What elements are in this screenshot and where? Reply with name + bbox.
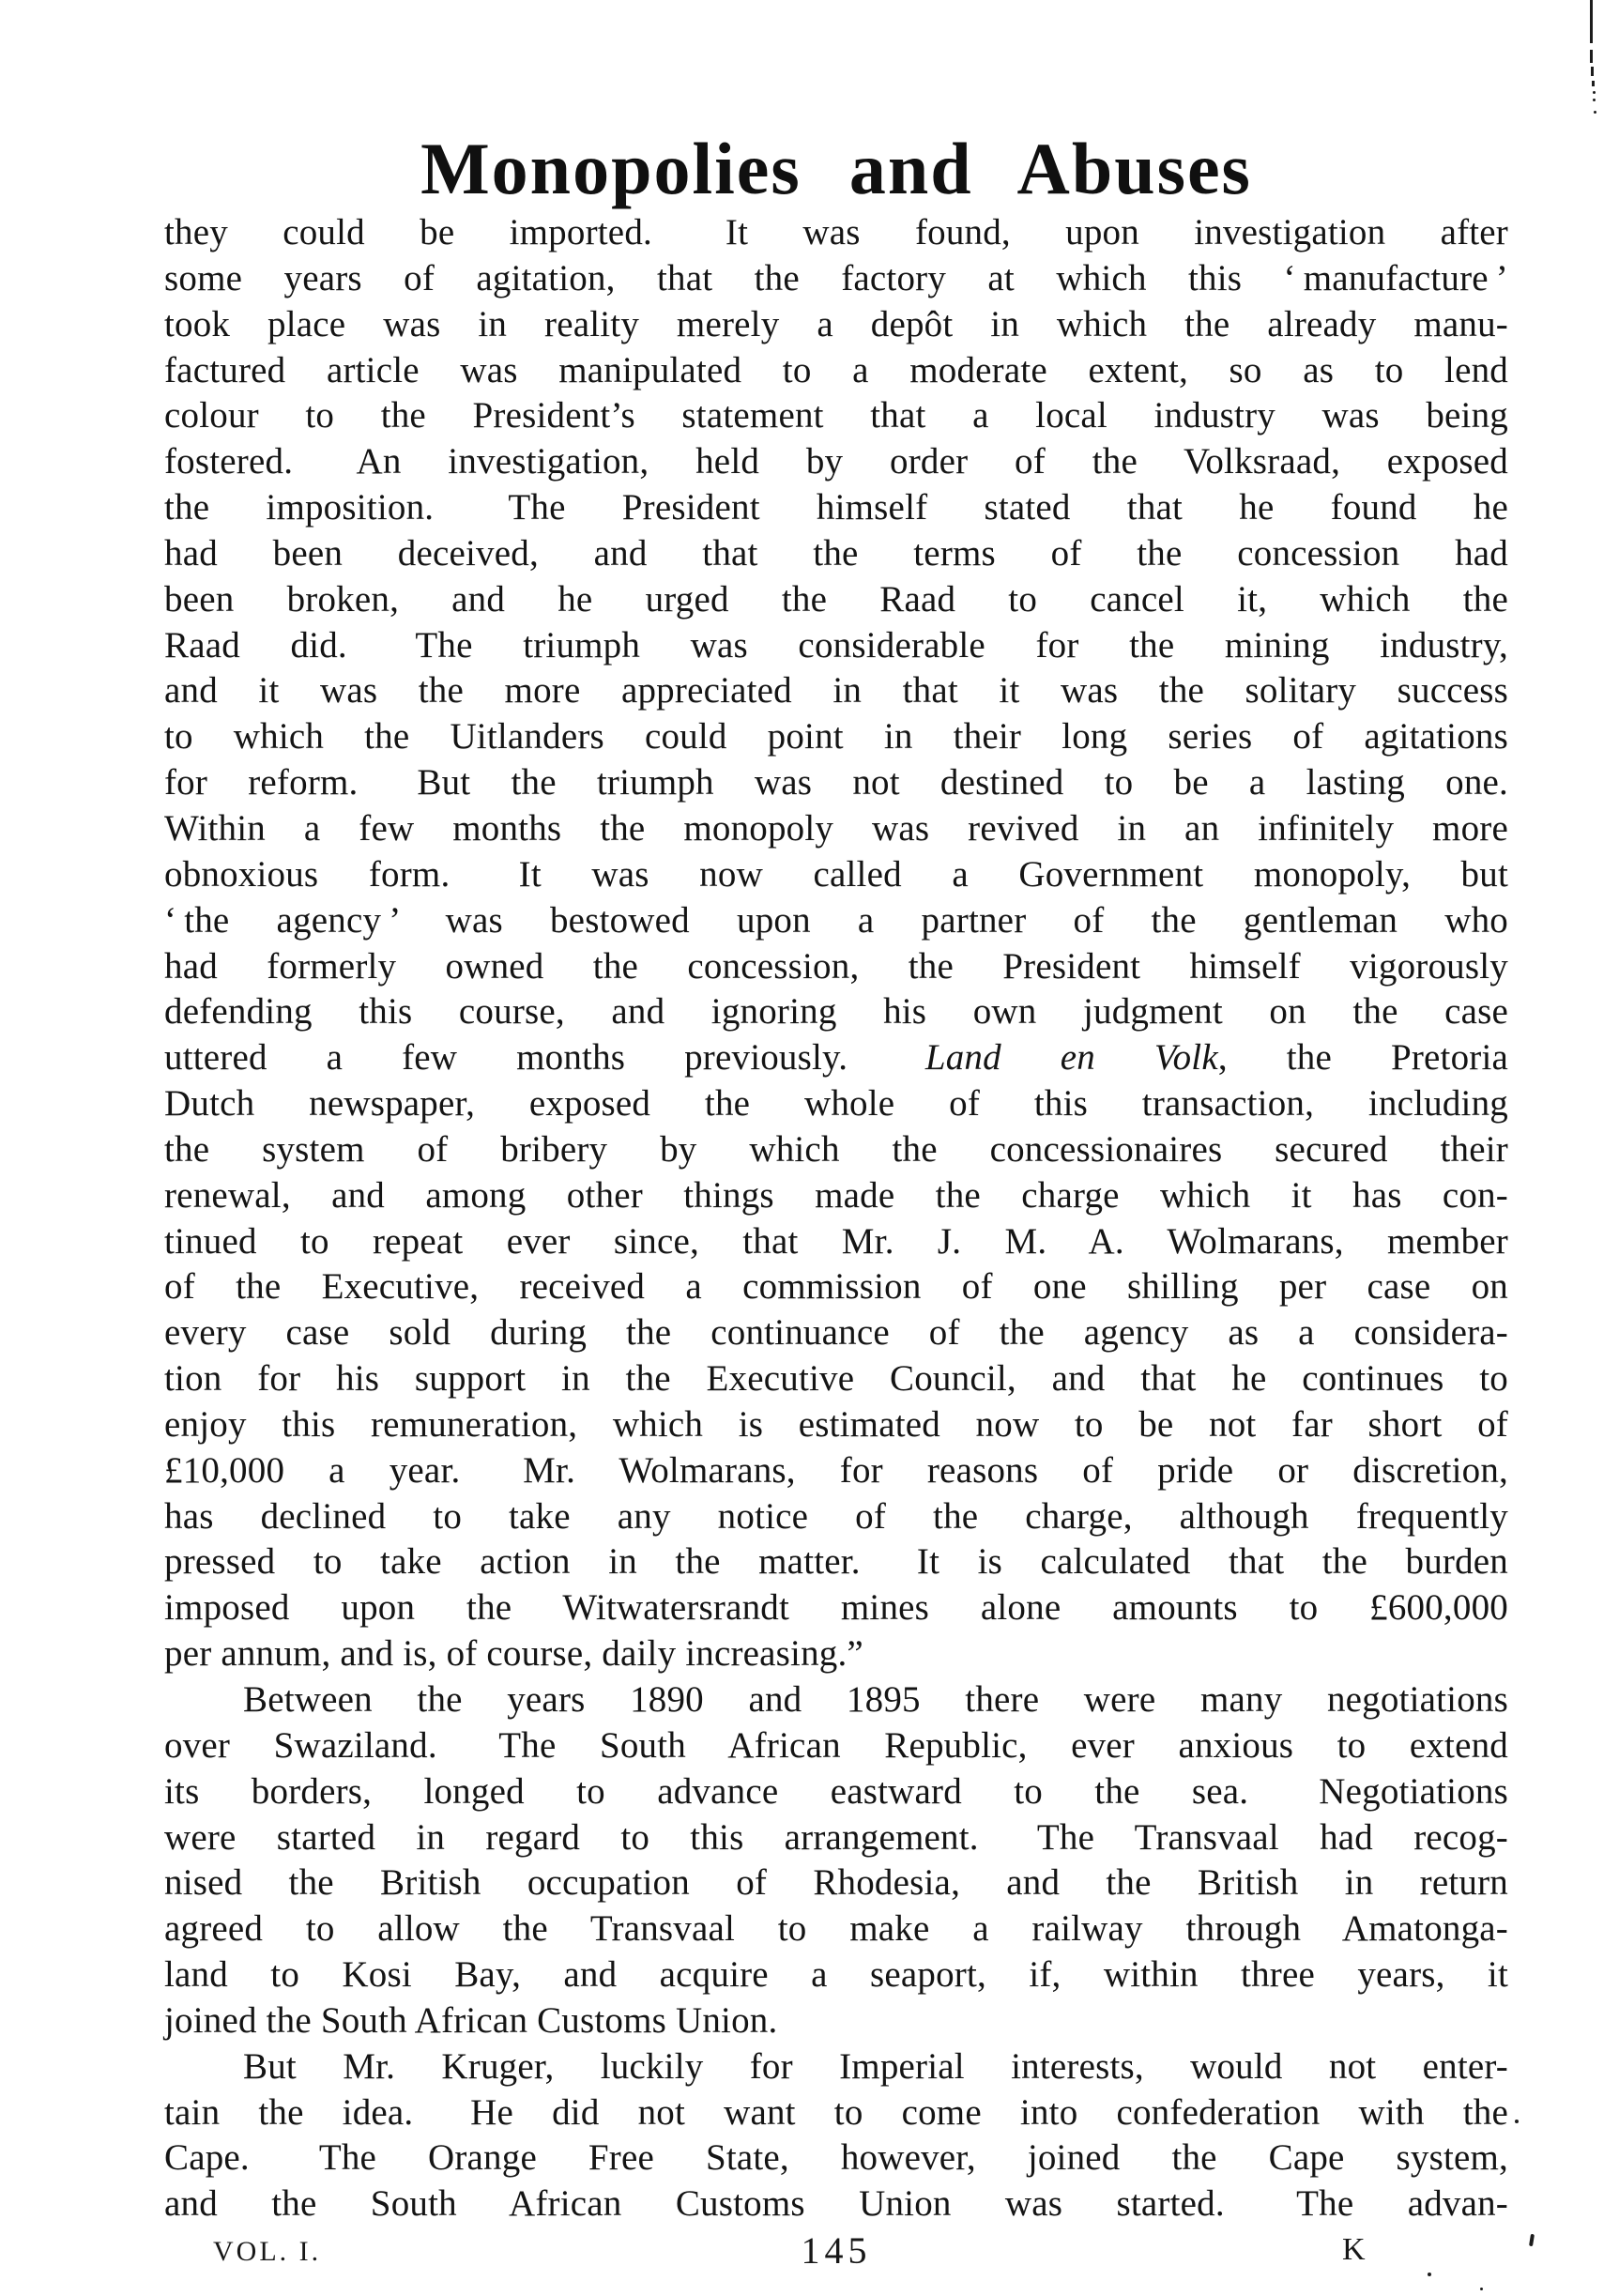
text-line: colour to the President’s statement that a local industry was being — [164, 395, 1508, 436]
text-line: renewal, and among other things made the charge which it has con- — [164, 1174, 1508, 1216]
text-line: of the Executive, received a commission of one shilling per case on — [164, 1266, 1508, 1308]
text-line: tion for his support in the Executive Council, and that he continues to — [164, 1358, 1508, 1400]
scan-artifact — [1590, 0, 1593, 43]
text-line: tain the idea. He did not want to come into confederation with the — [164, 2091, 1508, 2133]
text-line: Raad did. The triumph was considerable for the mining industry, — [164, 624, 1508, 666]
text-line: fostered. An investigation, held by order of the Volksraad, exposed — [164, 441, 1508, 482]
text-line: Within a few months the monopoly was revived in an infinitely more — [164, 807, 1508, 849]
text-line: had been deceived, and that the terms of the concession had — [164, 532, 1508, 574]
text-line: tinued to repeat ever since, that Mr. J. M. A. Wolmarans, member — [164, 1220, 1508, 1262]
text-line: obnoxious form. It was now called a Government monopoly, but — [164, 853, 1508, 895]
page-title: Monopolies and Abuses — [420, 128, 1252, 210]
text-block — [164, 210, 1508, 2227]
scan-artifact — [1592, 81, 1595, 86]
scan-artifact — [1515, 2120, 1519, 2123]
page-number: 145 — [801, 2229, 872, 2272]
page-footer — [0, 2223, 1619, 2279]
text-line: land to Kosi Bay, and acquire a seaport, if, within three years, it — [164, 1954, 1508, 1996]
text-line: £10,000 a year. Mr. Wolmarans, for reasons of pride or discretion, — [164, 1449, 1508, 1491]
text-line: Cape. The Orange Free State, however, joined the Cape system, — [164, 2137, 1508, 2179]
text-line: for reform. But the triumph was not destined to be a lasting one. — [164, 762, 1508, 804]
scan-artifact — [1591, 67, 1594, 76]
text-line: uttered a few months previously. Land en Volk, the Pretoria — [164, 1037, 1509, 1079]
text-line: Between the years 1890 and 1895 there were many negotiations — [243, 1679, 1508, 1720]
text-line: agreed to allow the Transvaal to make a railway through Amatonga- — [164, 1908, 1508, 1950]
scan-artifact — [1593, 91, 1596, 94]
text-line: factured article was manipulated to a moderate extent, so as to lend — [164, 349, 1508, 390]
text-line: every case sold during the continuance of the agency as a considera- — [164, 1312, 1508, 1354]
text-line: took place was in reality merely a depôt in which the already manu- — [164, 303, 1508, 344]
text-line: nised the British occupation of Rhodesia, and the British in return — [164, 1862, 1508, 1904]
scan-artifact — [1480, 2288, 1483, 2290]
text-line: joined the South African Customs Union. — [164, 1999, 778, 2041]
text-line: its borders, longed to advance eastward to the sea. Negotiations — [164, 1770, 1508, 1812]
text-line: ‘ the agency ’ was bestowed upon a partner of the gentleman who — [164, 899, 1508, 941]
text-line: to which the Uitlanders could point in their long series of agitations — [164, 716, 1508, 758]
text-line: enjoy this remuneration, which is estimated now to be not far short of — [164, 1403, 1508, 1445]
text-line: over Swaziland. The South African Republic, ever anxious to extend — [164, 1724, 1508, 1766]
text-line: the system of bribery by which the concessionaires secured their — [164, 1128, 1508, 1170]
text-line: has declined to take any notice of the charge, although frequently — [164, 1495, 1508, 1537]
scan-artifact — [1590, 50, 1593, 63]
text-line: But Mr. Kruger, luckily for Imperial interests, would not enter- — [243, 2045, 1508, 2087]
scan-artifact — [1428, 2273, 1431, 2276]
scan-artifact — [1594, 111, 1596, 114]
text-line: pressed to take action in the matter. It is calculated that the burden — [164, 1541, 1508, 1583]
scan-artifact — [1593, 99, 1596, 101]
text-line: been broken, and he urged the Raad to cancel it, which the — [164, 578, 1508, 620]
text-line: were started in regard to this arrangement. The Transvaal had recog- — [164, 1816, 1508, 1858]
volume-label: VOL. I. — [213, 2236, 322, 2267]
text-line: and it was the more appreciated in that it was the solitary success — [164, 670, 1508, 712]
text-line: Dutch newspaper, exposed the whole of this transaction, including — [164, 1083, 1508, 1125]
text-line: and the South African Customs Union was started. The advan- — [164, 2183, 1508, 2225]
text-line: they could be imported. It was found, upon investigation after — [164, 212, 1508, 253]
text-line: had formerly owned the concession, the President himself vigorously — [164, 945, 1508, 987]
printers-signature: K — [1342, 2232, 1366, 2267]
text-line: per annum, and is, of course, daily increasing.” — [164, 1633, 863, 1675]
text-line: imposed upon the Witwatersrandt mines alone amounts to £600,000 — [164, 1587, 1508, 1629]
text-line: some years of agitation, that the factory at which this ‘ manufacture ’ — [164, 257, 1508, 298]
text-line: the imposition. The President himself stated that he found he — [164, 487, 1508, 528]
text-line: defending this course, and ignoring his own judgment on the case — [164, 991, 1508, 1033]
